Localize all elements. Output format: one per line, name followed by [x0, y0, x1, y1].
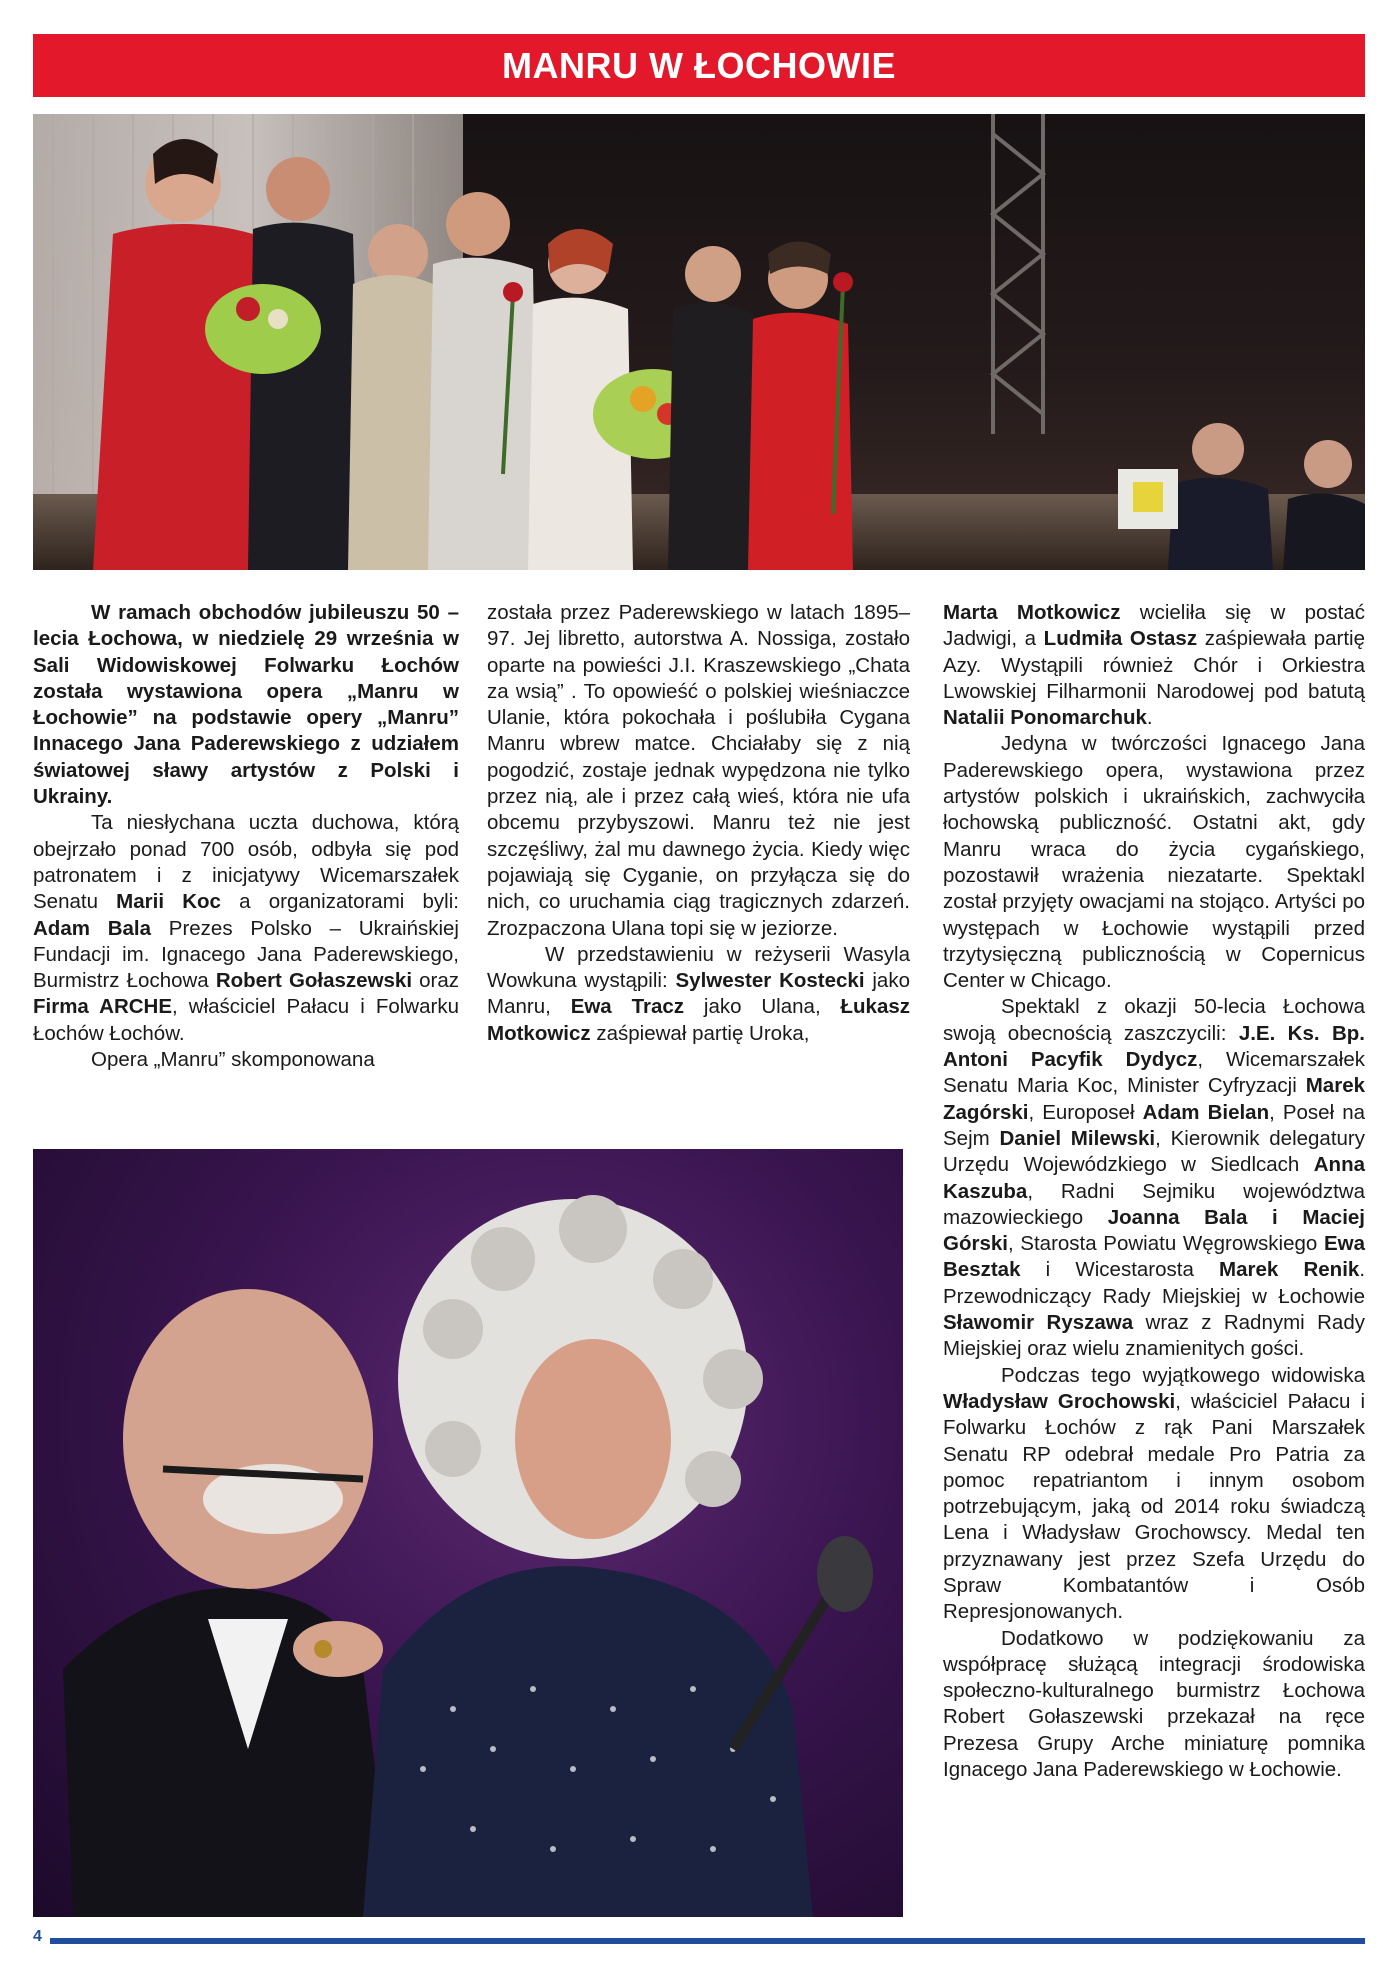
paragraph: [943, 994, 1365, 1362]
paragraph: [33, 1047, 459, 1073]
text: , Radni Sejmiku województwa mazowieckiego: [943, 1179, 1365, 1229]
name: Ewa Besztak: [943, 1232, 1365, 1282]
text: zaśpiewała partię Azy. Wystąpili również Chór i Orkiestra Lwowskiej Filharmonii Narodowej pod batutą: [943, 627, 1365, 703]
name: Daniel Milewski: [999, 1126, 1156, 1150]
stage-photo-illustration: [33, 114, 1365, 570]
text: Ta niesłychana uczta duchowa, którą obejrzało ponad 700 osób, odbyła się pod patronatem i z inicjatywy Wicemarszałek Senatu: [33, 811, 459, 914]
text: oraz: [412, 969, 460, 993]
name: Adam Bala: [33, 916, 152, 940]
text: wraz z Radnymi Rady Miejskiej oraz wielu znamienitych gości.: [943, 1311, 1365, 1361]
page-number: 4: [33, 1928, 42, 1945]
text: została przez Paderewskiego w latach 1895–97. Jej libretto, autorstwa A. Nossiga, zostało oparte na powieści J.I. Kraszewskiego „Chata za wsią” . To opowieść o polskiej wieśniaczce Ulanie, która pokochała i poślubiła Cygana Manru wbrew matce. Chciałaby się z nią pogodzić, zostaje jednak wypędzona nie tylko przez nią, ale i przez całą wieś, która nie ufa obcemu przybyszowi. Manru też nie jest szczęśliwy, żal mu dawnego życia. Kiedy więc pojawiają się Cyganie, on przyłącza się do nich, co uruchamia ciąg tragicznych zdarzeń. Zrozpaczona Ulana topi się w jeziorze.: [487, 601, 910, 940]
medal-photo-illustration: [33, 1149, 903, 1917]
footer-rule: [50, 1938, 1365, 1944]
text: , Kierownik delegatury Urzędu Wojewódzkiego w Siedlcach: [943, 1126, 1365, 1177]
article-column-1: [33, 600, 459, 1073]
name: Ludmiła Ostasz: [1043, 627, 1198, 651]
page-title: MANRU W ŁOCHOWIE: [33, 34, 1365, 97]
text: , Poseł na Sejm: [943, 1100, 1365, 1150]
name: Marek Renik: [1219, 1258, 1360, 1282]
text: Dodatkowo w podziękowaniu za współpracę służącą integracji środowiska społeczno-kulturalnego burmistrz Łochowa Robert Gołaszewski przekazał na ręce Prezesa Grupy Arche miniaturę pomnika Ignacego Jana Paderewskiego w Łochowie.: [943, 1626, 1365, 1782]
name: Adam Bielan: [1142, 1100, 1270, 1124]
text: , właściciel Pałacu i Folwarku Łochów Łochów.: [33, 995, 459, 1045]
name: Marii Koc: [116, 890, 221, 914]
text: Podczas tego wyjątkowego widowiska: [1001, 1363, 1365, 1387]
text: a organizatorami byli:: [220, 890, 459, 914]
paragraph: [33, 810, 459, 1047]
text: W przedstawieniu w reżyserii Wasyla Wowkuna wystąpili:: [487, 942, 910, 993]
paragraph: [943, 731, 1365, 994]
article-column-2: [487, 600, 910, 1047]
article-column-3: [943, 600, 1365, 1783]
text: Prezes Polsko – Ukraińskiej Fundacji im. Ignacego Jana Paderewskiego, Burmistrz Łochowa: [33, 916, 459, 993]
name: Sławomir Ryszawa: [943, 1311, 1134, 1335]
lead-text: W ramach obchodów jubileuszu 50 – lecia Łochowa, w niedzielę 29 września w Sali Widowiskowej Folwarku Łochów została wystawiona opera „Manru w Łochowie” na podstawie opery „Manru” Innacego Jana Paderewskiego z udziałem światowej sławy artystów z Polski i Ukrainy.: [33, 601, 459, 809]
name: Robert Gołaszewski: [215, 969, 413, 993]
name: Joanna Bala i Maciej Górski: [943, 1205, 1365, 1256]
text: , właściciel Pałacu i Folwarku Łochów z rąk Pani Marszałek Senatu RP odebrał medale Pro Patria za pomoc repatriantom i innym osobom potrzebującym, jaką od 2014 roku świadczą Lena i Władysław Grochowscy. Medal ten przyznawany jest przez Szefa Urzędu do Spraw Kombatantów i Osób Represjonowanych.: [943, 1389, 1365, 1624]
name: Anna Kaszuba: [943, 1153, 1365, 1203]
stage-curtain-call-photo: [33, 114, 1365, 570]
medal-ceremony-photo: [33, 1149, 903, 1917]
name: Natalii Ponomarchuk: [943, 706, 1147, 730]
text: , Starosta Powiatu Węgrowskiego: [1007, 1232, 1324, 1256]
name: Ewa Tracz: [570, 995, 685, 1019]
paragraph: [943, 600, 1365, 731]
text: wcieliła się w postać Jadwigi, a: [943, 601, 1365, 651]
lead-paragraph: [33, 600, 459, 810]
text: , Europoseł: [1028, 1100, 1143, 1124]
name: Marek Zagórski: [943, 1074, 1365, 1124]
paragraph: [487, 600, 910, 942]
paragraph: [943, 1363, 1365, 1626]
paragraph: [943, 1626, 1365, 1784]
name: Władysław Grochowski: [943, 1389, 1176, 1413]
name: Marta Motkowicz: [943, 601, 1121, 624]
text: zaśpiewał partię Uroka,: [590, 1021, 810, 1045]
text: , Wicemarszałek Senatu Maria Koc, Minister Cyfryzacji: [943, 1048, 1365, 1098]
name: Sylwester Kostecki: [675, 969, 865, 993]
paragraph: [487, 942, 910, 1047]
text: Jedyna w twórczości Ignacego Jana Paderewskiego opera, wystawiona przez artystów polskich i ukraińskich, zachwyciła łochowską publiczność. Ostatni akt, gdy Manru wraca do życia cygańskiego, pozostawił wrażenia niezatarte. Spektakl został przyjęty owacjami na stojąco. Artyści po występach w Łochowie wystąpili przed trzytysięczną publicznością w Copernicus Center w Chicago.: [943, 732, 1365, 993]
text: Opera „Manru” skomponowana: [91, 1048, 375, 1072]
name: Łukasz Motkowicz: [487, 995, 911, 1045]
text: . Przewodniczący Rady Miejskiej w Łochowie: [943, 1258, 1366, 1308]
name: Firma ARCHE: [33, 995, 173, 1019]
text: jako Manru,: [487, 969, 910, 1019]
text: i Wicestarosta: [1020, 1258, 1220, 1282]
text: jako Ulana,: [684, 995, 841, 1019]
name: J.E. Ks. Bp. Antoni Pacyfik Dydycz: [943, 1021, 1365, 1072]
text: Spektakl z okazji 50-lecia Łochowa swoją obecnością zaszczycili:: [943, 995, 1365, 1045]
text: .: [1146, 706, 1153, 730]
